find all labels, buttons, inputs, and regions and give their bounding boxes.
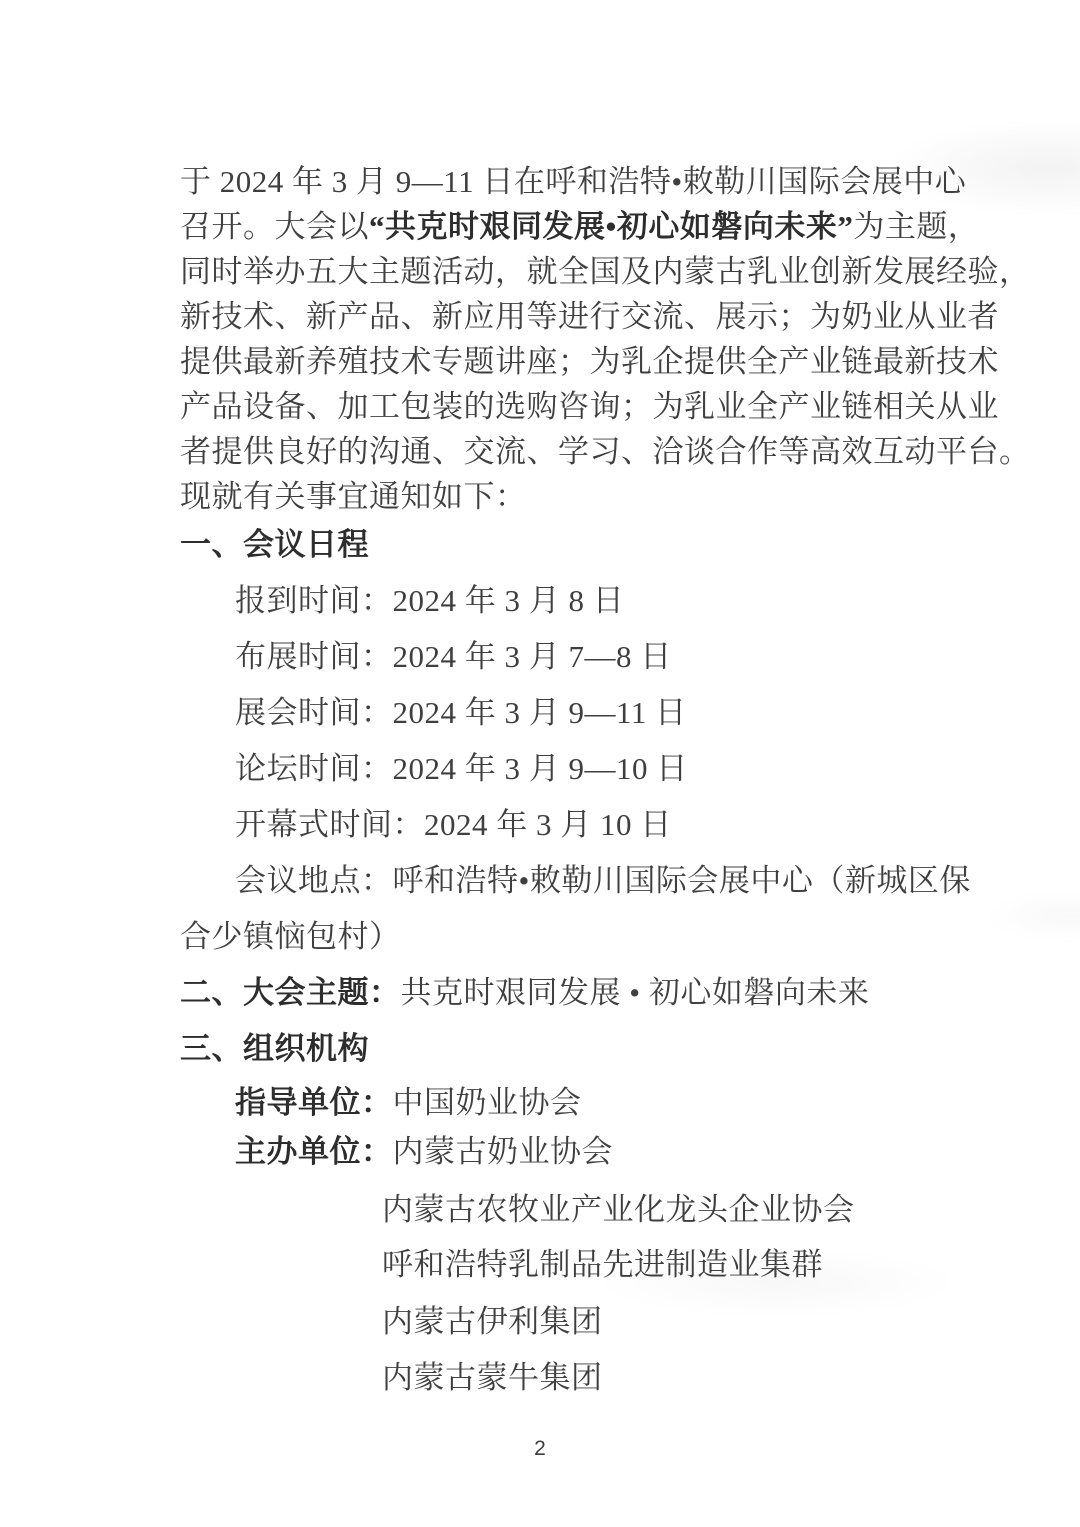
org-host-more-3: 内蒙古伊利集团: [382, 1304, 603, 1339]
org-guidance-unit: [235, 1081, 582, 1125]
intro-line-1: 于 2024 年 3 月 9—11 日在呼和浩特•敕勒川国际会展中心: [180, 164, 967, 199]
intro-line-2: [180, 205, 979, 249]
org-host-more-1: 内蒙古农牧业产业化龙头企业协会: [382, 1192, 855, 1227]
theme-value: 共克时艰同发展 • 初心如磐向未来: [400, 975, 870, 1010]
intro-line-6: 产品设备、加工包装的选购咨询；为乳业全产业链相关从业: [180, 389, 999, 424]
org-host-more-4: 内蒙古蒙牛集团: [382, 1360, 603, 1395]
intro-line-8: 现就有关事宜通知如下：: [180, 479, 527, 514]
intro-line-7: 者提供良好的沟通、交流、学习、洽谈合作等高效互动平台。: [180, 434, 1031, 469]
schedule-venue-line-1: 会议地点：呼和浩特•敕勒川国际会展中心（新城区保: [235, 863, 971, 898]
org-host-more-2: 呼和浩特乳制品先进制造业集群: [382, 1247, 823, 1282]
conference-theme-quote: “共克时艰同发展•初心如磐向未来”: [369, 209, 854, 244]
org-host-value: 内蒙古奶业协会: [392, 1134, 613, 1169]
theme-label: 二、大会主题：: [180, 975, 401, 1010]
intro-line-2-pre: 召开。大会以: [180, 209, 369, 244]
schedule-item-opening: 开幕式时间：2024 年 3 月 10 日: [235, 807, 672, 842]
org-host-label: 主办单位：: [235, 1134, 393, 1169]
page-number: 2: [534, 1437, 546, 1460]
org-host-unit: [235, 1130, 613, 1174]
schedule-venue-line-2: 合少镇恼包村）: [180, 919, 401, 954]
intro-line-3: 同时举办五大主题活动，就全国及内蒙古乳业创新发展经验，: [180, 254, 1031, 289]
schedule-item-exhibition: 展会时间：2024 年 3 月 9—11 日: [235, 695, 687, 730]
section-heading-organization: 三、组织机构: [180, 1031, 369, 1066]
org-guidance-value: 中国奶业协会: [392, 1085, 582, 1120]
intro-line-4: 新技术、新产品、新应用等进行交流、展示；为奶业从业者: [180, 299, 999, 334]
intro-line-5: 提供最新养殖技术专题讲座；为乳企提供全产业链最新技术: [180, 344, 999, 379]
schedule-item-forum: 论坛时间：2024 年 3 月 9—10 日: [235, 751, 688, 786]
section-heading-theme: [180, 971, 869, 1015]
intro-line-2-post: 为主题，: [853, 209, 980, 244]
section-heading-schedule: 一、会议日程: [180, 527, 369, 562]
schedule-item-checkin: 报到时间：2024 年 3 月 8 日: [235, 583, 625, 618]
org-guidance-label: 指导单位：: [235, 1085, 393, 1120]
schedule-item-setup: 布展时间：2024 年 3 月 7—8 日: [235, 639, 672, 674]
